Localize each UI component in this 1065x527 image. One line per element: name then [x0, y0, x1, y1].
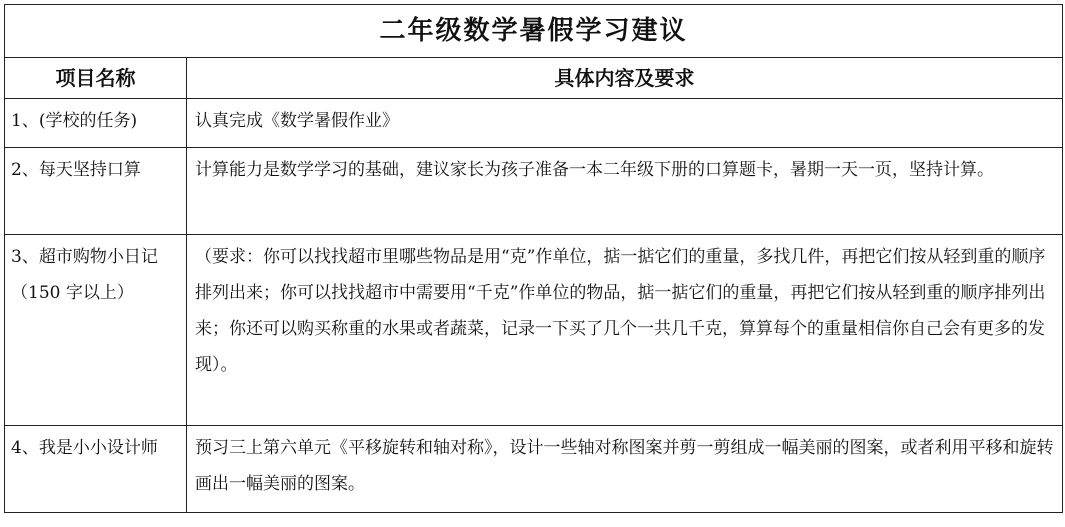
table-row: [5, 99, 1063, 148]
item-content: 认真完成《数学暑假作业》: [187, 99, 1063, 148]
table-row: [5, 235, 1063, 426]
header-content: 具体内容及要求: [187, 58, 1063, 99]
header-name: 项目名称: [5, 58, 187, 99]
item-content: 预习三上第六单元《平移旋转和轴对称》，设计一些轴对称图案并剪一剪组成一幅美丽的图案，或者利用平移和旋转画出一幅美丽的图案。: [187, 426, 1063, 513]
item-content: （要求：你可以找找超市里哪些物品是用“克”作单位，掂一掂它们的重量，多找几件，再把它们按从轻到重的顺序排列出来；你可以找找超市中需要用“千克”作单位的物品，掂一掂它们的重量，再把它们按从轻到重的顺序排列出来；你还可以购买称重的水果或者蔬菜，记录一下买了几个一共几千克，算算每个的重量相信你自己会有更多的发现）。: [187, 235, 1063, 426]
item-name: 1、(学校的任务): [5, 99, 187, 148]
header-row: [5, 58, 1063, 99]
study-suggestion-table: [4, 4, 1063, 513]
item-name: 2、每天坚持口算: [5, 148, 187, 235]
table-row: [5, 426, 1063, 513]
title-row: [5, 5, 1063, 58]
item-name: 3、超市购物小日记（150 字以上）: [5, 235, 187, 426]
item-content: 计算能力是数学学习的基础，建议家长为孩子准备一本二年级下册的口算题卡，暑期一天一页，坚持计算。: [187, 148, 1063, 235]
item-name: 4、我是小小设计师: [5, 426, 187, 513]
table-row: [5, 148, 1063, 235]
table-title: 二年级数学暑假学习建议: [5, 5, 1063, 58]
